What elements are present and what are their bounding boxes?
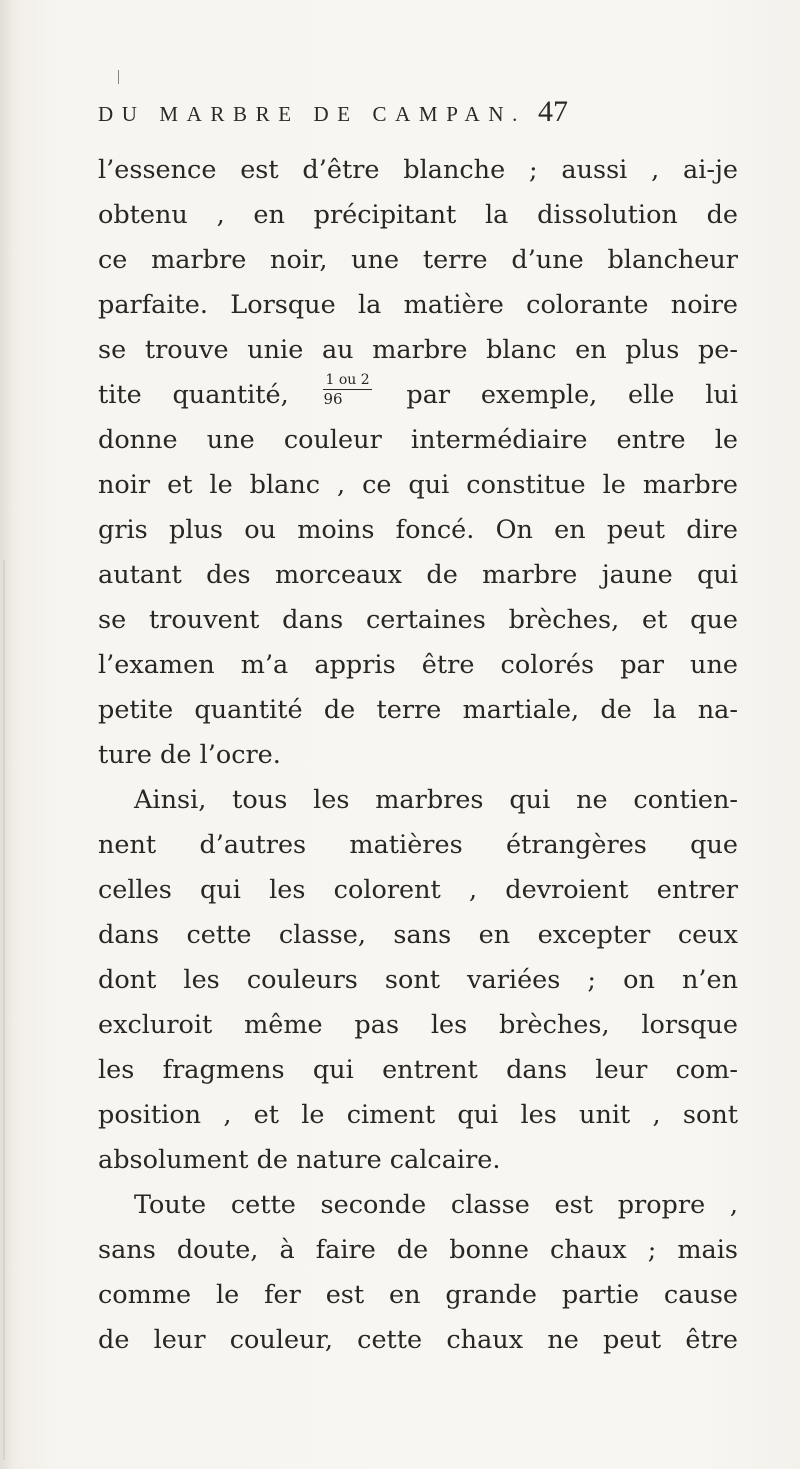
text-line: petite quantité de terre martiale, de la na- (98, 695, 738, 725)
text-line: noir et le blanc , ce qui constitue le marbre (98, 470, 738, 500)
fraction-line-after: par exemple, elle lui (406, 380, 738, 410)
page-edge-mark (3, 560, 5, 1460)
text-line: se trouvent dans certaines brèches, et que (98, 605, 738, 635)
text-line: celles qui les colorent , devroient entrer (98, 875, 738, 905)
text-line: autant des morceaux de marbre jaune qui (98, 560, 738, 590)
text-line: excluroit même pas les brèches, lorsque (98, 1010, 738, 1040)
paragraph-end-line: absolument de nature calcaire. (98, 1145, 501, 1175)
running-head (98, 95, 738, 143)
text-line: sans doute, à faire de bonne chaux ; mais (98, 1235, 738, 1265)
paragraph-start-line: Toute cette seconde classe est propre , (134, 1190, 738, 1220)
text-line: de leur couleur, cette chaux ne peut être (98, 1325, 738, 1355)
page-number: 47 (537, 95, 568, 128)
running-title: DU MARBRE DE CAMPAN. (98, 102, 526, 126)
fraction-numerator: 1 ou 2 (325, 373, 370, 388)
text-line: gris plus ou moins foncé. On en peut dire (98, 515, 738, 545)
text-line: l’examen m’a appris être colorés par une (98, 650, 738, 680)
text-line: l’essence est d’être blanche ; aussi , ai-je (98, 155, 738, 185)
print-mark (118, 70, 119, 84)
fraction-denominator: 96 (323, 390, 343, 408)
text-line: ce marbre noir, une terre d’une blancheur (98, 245, 738, 275)
paragraph-start-line: Ainsi, tous les marbres qui ne contien- (134, 785, 738, 815)
text-line: parfaite. Lorsque la matière colorante noire (98, 290, 738, 320)
paragraph-end-line: ture de l’ocre. (98, 740, 281, 770)
fraction-line-before: tite quantité, (98, 380, 289, 410)
text-line: se trouve unie au marbre blanc en plus pe- (98, 335, 738, 365)
text-line: les fragmens qui entrent dans leur com- (98, 1055, 738, 1085)
text-line-with-fraction (98, 373, 738, 418)
text-line: position , et le ciment qui les unit , sont (98, 1100, 738, 1130)
text-line: dont les couleurs sont variées ; on n’en (98, 965, 738, 995)
text-line: comme le fer est en grande partie cause (98, 1280, 738, 1310)
text-line: dans cette classe, sans en excepter ceux (98, 920, 738, 950)
text-line: obtenu , en précipitant la dissolution de (98, 200, 738, 230)
text-line: nent d’autres matières étrangères que (98, 830, 738, 860)
text-line: donne une couleur intermédiaire entre le (98, 425, 738, 455)
fraction (323, 373, 371, 407)
body-text (98, 148, 738, 1363)
